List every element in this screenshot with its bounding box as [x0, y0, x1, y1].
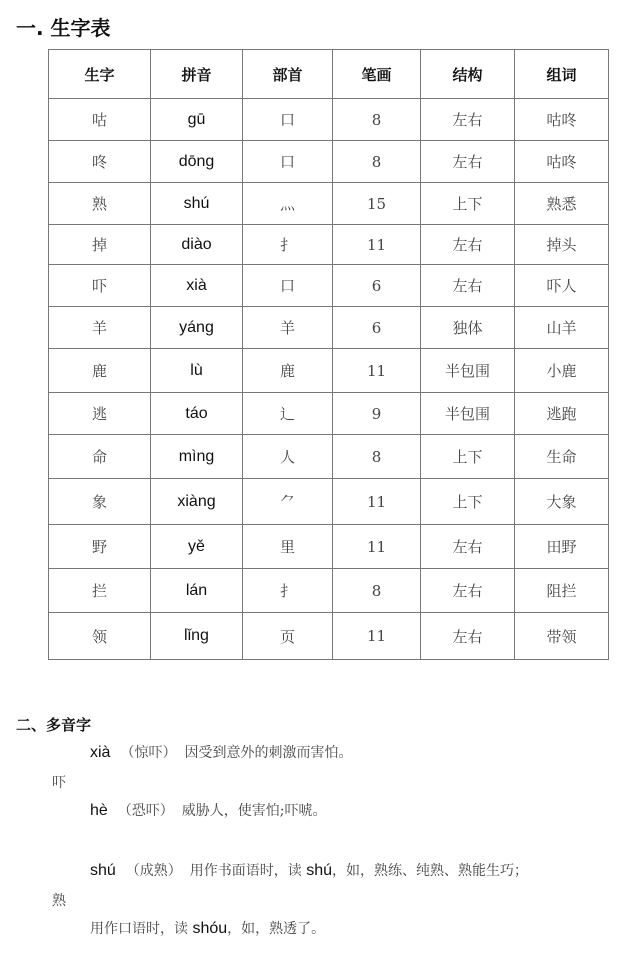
pinyin-cell: táo [151, 393, 243, 435]
pinyin-cell: xiàng [151, 479, 243, 525]
radical-cell: 人 [243, 435, 333, 479]
structure-cell: 半包围 [421, 349, 515, 393]
char-cell: 鹿 [49, 349, 151, 393]
radical-cell: ⺈ [243, 479, 333, 525]
strokes-cell: 11 [333, 525, 421, 569]
reading-pinyin: shú [90, 862, 116, 879]
pinyin-cell: xià [151, 265, 243, 307]
reading-desc: 因受到意外的刺激而害怕。 [184, 745, 353, 761]
pinyin-cell: shú [151, 183, 243, 225]
polyphonic-char: 吓 [52, 775, 66, 791]
pinyin-cell: dōng [151, 141, 243, 183]
strokes-cell: 9 [333, 393, 421, 435]
radical-cell: 口 [243, 141, 333, 183]
strokes-cell: 8 [333, 141, 421, 183]
reading-example: （恐吓） [117, 803, 174, 819]
structure-cell: 左右 [421, 141, 515, 183]
pinyin-cell: lán [151, 569, 243, 613]
structure-cell: 半包围 [421, 393, 515, 435]
char-cell: 熟 [49, 183, 151, 225]
word-cell: 生命 [515, 435, 609, 479]
strokes-cell: 11 [333, 613, 421, 660]
pinyin-cell: yě [151, 525, 243, 569]
header-char: 生字 [49, 50, 151, 99]
pinyin-cell: gū [151, 99, 243, 141]
word-cell: 山羊 [515, 307, 609, 349]
section-title-polyphonic: 二、多音字 [16, 716, 92, 734]
table-row [49, 479, 609, 525]
reading-line [90, 800, 327, 820]
pinyin-cell: mìng [151, 435, 243, 479]
radical-cell: 口 [243, 265, 333, 307]
section-title-character-table: 一. 生字表 [16, 16, 111, 40]
table-row [49, 613, 609, 660]
table-row [49, 435, 609, 479]
word-cell: 吓人 [515, 265, 609, 307]
char-cell: 野 [49, 525, 151, 569]
reading-desc-pinyin: shú [306, 862, 333, 879]
pinyin-cell: lǐng [151, 613, 243, 660]
strokes-cell: 11 [333, 349, 421, 393]
reading-example: （惊吓） [120, 745, 177, 761]
strokes-cell: 6 [333, 265, 421, 307]
word-cell: 咕咚 [515, 141, 609, 183]
reading-line [90, 860, 528, 880]
structure-cell: 上下 [421, 183, 515, 225]
char-cell: 逃 [49, 393, 151, 435]
structure-cell: 左右 [421, 99, 515, 141]
word-cell: 田野 [515, 525, 609, 569]
reading-desc-pre: 用作书面语时，读 [189, 863, 302, 879]
strokes-cell: 15 [333, 183, 421, 225]
table-row [49, 99, 609, 141]
radical-cell: 辶 [243, 393, 333, 435]
radical-cell: 里 [243, 525, 333, 569]
structure-cell: 左右 [421, 225, 515, 265]
reading-pinyin: xià [90, 744, 111, 761]
char-cell: 咕 [49, 99, 151, 141]
char-cell: 羊 [49, 307, 151, 349]
word-cell: 咕咚 [515, 99, 609, 141]
header-pinyin: 拼音 [151, 50, 243, 99]
word-cell: 带领 [515, 613, 609, 660]
table-header-row [49, 50, 609, 99]
strokes-cell: 8 [333, 569, 421, 613]
reading-example: （成熟） [125, 863, 182, 879]
header-structure: 结构 [421, 50, 515, 99]
radical-cell: 灬 [243, 183, 333, 225]
structure-cell: 左右 [421, 525, 515, 569]
polyphonic-char: 熟 [52, 893, 66, 909]
structure-cell: 左右 [421, 265, 515, 307]
reading-desc-post: ，如，熟透了。 [227, 921, 326, 937]
pinyin-cell: diào [151, 225, 243, 265]
radical-cell: 扌 [243, 569, 333, 613]
radical-cell: 口 [243, 99, 333, 141]
reading-desc-pre: 用作口语时，读 [90, 921, 188, 937]
structure-cell: 上下 [421, 479, 515, 525]
char-cell: 掉 [49, 225, 151, 265]
reading-line [90, 918, 325, 938]
table-row [49, 307, 609, 349]
reading-desc-post: ，如，熟练、纯熟、熟能生巧； [332, 863, 529, 879]
table-row [49, 183, 609, 225]
table-row [49, 265, 609, 307]
word-cell: 小鹿 [515, 349, 609, 393]
char-cell: 领 [49, 613, 151, 660]
structure-cell: 上下 [421, 435, 515, 479]
char-cell: 咚 [49, 141, 151, 183]
structure-cell: 独体 [421, 307, 515, 349]
char-cell: 吓 [49, 265, 151, 307]
strokes-cell: 11 [333, 479, 421, 525]
header-word: 组词 [515, 50, 609, 99]
header-strokes: 笔画 [333, 50, 421, 99]
strokes-cell: 8 [333, 99, 421, 141]
word-cell: 大象 [515, 479, 609, 525]
table-row [49, 569, 609, 613]
radical-cell: 鹿 [243, 349, 333, 393]
char-cell: 拦 [49, 569, 151, 613]
pinyin-cell: lù [151, 349, 243, 393]
table-row [49, 225, 609, 265]
word-cell: 逃跑 [515, 393, 609, 435]
table-row [49, 393, 609, 435]
radical-cell: 页 [243, 613, 333, 660]
word-cell: 掉头 [515, 225, 609, 265]
reading-desc: 威胁人，使害怕;吓唬。 [181, 803, 327, 819]
table-row [49, 141, 609, 183]
structure-cell: 左右 [421, 569, 515, 613]
char-cell: 象 [49, 479, 151, 525]
char-cell: 命 [49, 435, 151, 479]
table-row [49, 525, 609, 569]
strokes-cell: 8 [333, 435, 421, 479]
word-cell: 熟悉 [515, 183, 609, 225]
header-radical: 部首 [243, 50, 333, 99]
reading-line [90, 742, 352, 762]
pinyin-cell: yáng [151, 307, 243, 349]
structure-cell: 左右 [421, 613, 515, 660]
strokes-cell: 6 [333, 307, 421, 349]
character-table [48, 49, 609, 660]
reading-pinyin: hè [90, 802, 108, 819]
strokes-cell: 11 [333, 225, 421, 265]
reading-desc-pinyin: shóu [192, 920, 228, 937]
radical-cell: 羊 [243, 307, 333, 349]
table-row [49, 349, 609, 393]
word-cell: 阻拦 [515, 569, 609, 613]
radical-cell: 扌 [243, 225, 333, 265]
